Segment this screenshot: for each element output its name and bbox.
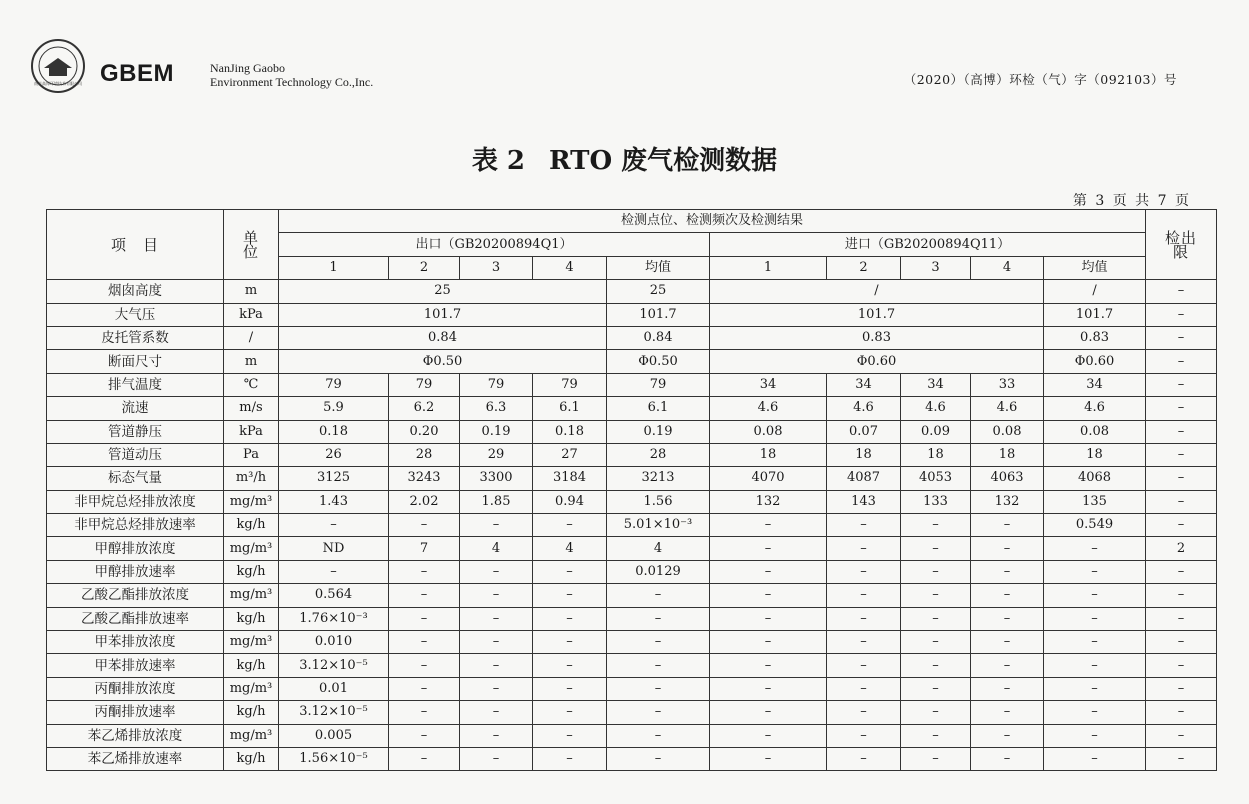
frequency-header: 均值 — [1044, 256, 1146, 279]
value-cell: 0.01 — [279, 677, 389, 700]
value-cell: – — [971, 584, 1044, 607]
value-cell: – — [460, 631, 533, 654]
value-cell: – — [389, 584, 460, 607]
value-cell: – — [971, 631, 1044, 654]
unit-cell: kg/h — [224, 560, 279, 583]
header-results: 检测点位、检测频次及检测结果 — [279, 210, 1146, 233]
unit-cell: m/s — [224, 397, 279, 420]
value-cell: 0.0129 — [607, 560, 710, 583]
outlet-average: 25 — [607, 280, 710, 303]
value-cell: – — [827, 631, 901, 654]
detection-limit: – — [1146, 373, 1217, 396]
value-cell: – — [460, 677, 533, 700]
inlet-average: 101.7 — [1044, 303, 1146, 326]
value-cell: 4 — [607, 537, 710, 560]
row-label: 苯乙烯排放速率 — [47, 747, 224, 770]
value-cell: 28 — [607, 443, 710, 466]
detection-limit: – — [1146, 420, 1217, 443]
unit-cell: kg/h — [224, 514, 279, 537]
value-cell: 34 — [901, 373, 971, 396]
value-cell: – — [710, 631, 827, 654]
row-label: 烟囱高度 — [47, 280, 224, 303]
value-cell: – — [1044, 560, 1146, 583]
value-cell: 33 — [971, 373, 1044, 396]
value-cell: – — [607, 724, 710, 747]
unit-cell: kPa — [224, 420, 279, 443]
table-row — [47, 326, 1217, 349]
value-cell: 79 — [389, 373, 460, 396]
detection-limit: – — [1146, 443, 1217, 466]
value-cell: – — [460, 724, 533, 747]
value-cell: 6.3 — [460, 397, 533, 420]
frequency-header: 均值 — [607, 256, 710, 279]
value-cell: – — [389, 724, 460, 747]
value-cell: 135 — [1044, 490, 1146, 513]
detection-limit: – — [1146, 326, 1217, 349]
row-label: 管道动压 — [47, 443, 224, 466]
inlet-value: Φ0.60 — [710, 350, 1044, 373]
header-outlet: 出口（GB20200894Q1） — [279, 233, 710, 256]
value-cell: 4 — [460, 537, 533, 560]
frequency-header: 2 — [389, 256, 460, 279]
value-cell: – — [1044, 631, 1146, 654]
value-cell: – — [533, 584, 607, 607]
table-row — [47, 373, 1217, 396]
detection-limit: – — [1146, 631, 1217, 654]
value-cell: – — [279, 514, 389, 537]
value-cell: – — [389, 514, 460, 537]
value-cell: – — [389, 654, 460, 677]
frequency-header: 1 — [279, 256, 389, 279]
value-cell: – — [607, 584, 710, 607]
header-unit: 单位 — [224, 210, 279, 280]
value-cell: 0.94 — [533, 490, 607, 513]
value-cell: – — [1044, 724, 1146, 747]
value-cell: – — [710, 514, 827, 537]
value-cell: – — [533, 677, 607, 700]
detection-limit: – — [1146, 560, 1217, 583]
row-label: 非甲烷总烃排放浓度 — [47, 490, 224, 513]
detection-limit: – — [1146, 280, 1217, 303]
row-label: 非甲烷总烃排放速率 — [47, 514, 224, 537]
value-cell: 3125 — [279, 467, 389, 490]
table-row — [47, 537, 1217, 560]
value-cell: – — [971, 537, 1044, 560]
value-cell: 0.549 — [1044, 514, 1146, 537]
detection-limit: – — [1146, 724, 1217, 747]
value-cell: 18 — [971, 443, 1044, 466]
row-label: 排气温度 — [47, 373, 224, 396]
table-row — [47, 701, 1217, 724]
unit-cell: kg/h — [224, 701, 279, 724]
value-cell: – — [533, 701, 607, 724]
unit-cell: ℃ — [224, 373, 279, 396]
value-cell: – — [607, 631, 710, 654]
value-cell: – — [827, 724, 901, 747]
value-cell: 132 — [710, 490, 827, 513]
value-cell: – — [1044, 701, 1146, 724]
value-cell: – — [901, 631, 971, 654]
detection-limit: – — [1146, 514, 1217, 537]
value-cell: 0.18 — [279, 420, 389, 443]
value-cell: – — [1044, 654, 1146, 677]
detection-limit: – — [1146, 677, 1217, 700]
row-label: 甲醇排放浓度 — [47, 537, 224, 560]
value-cell: – — [710, 701, 827, 724]
value-cell: 1.56 — [607, 490, 710, 513]
inlet-value: 0.83 — [710, 326, 1044, 349]
unit-cell: mg/m³ — [224, 631, 279, 654]
header-limit: 检出限 — [1146, 210, 1217, 280]
value-cell: 4.6 — [901, 397, 971, 420]
value-cell: 4087 — [827, 467, 901, 490]
value-cell: – — [901, 560, 971, 583]
value-cell: 27 — [533, 443, 607, 466]
unit-cell: kg/h — [224, 654, 279, 677]
value-cell: 28 — [389, 443, 460, 466]
value-cell: 4068 — [1044, 467, 1146, 490]
table-row — [47, 350, 1217, 373]
unit-cell: kg/h — [224, 607, 279, 630]
company-line-2: Environment Technology Co.,Inc. — [210, 75, 374, 89]
value-cell: – — [971, 701, 1044, 724]
table-row — [47, 467, 1217, 490]
value-cell: 143 — [827, 490, 901, 513]
row-label: 标态气量 — [47, 467, 224, 490]
frequency-header: 4 — [533, 256, 607, 279]
value-cell: – — [460, 654, 533, 677]
page-number: 第 3 页 共 7 页 — [1072, 193, 1191, 209]
unit-cell: mg/m³ — [224, 537, 279, 560]
logo-text: 南京高博环境技术有限公司 — [34, 81, 82, 86]
inlet-value: 101.7 — [710, 303, 1044, 326]
outlet-value: 25 — [279, 280, 607, 303]
row-label: 大气压 — [47, 303, 224, 326]
value-cell: 6.1 — [607, 397, 710, 420]
table-row — [47, 420, 1217, 443]
row-label: 皮托管系数 — [47, 326, 224, 349]
row-label: 苯乙烯排放浓度 — [47, 724, 224, 747]
value-cell: 6.2 — [389, 397, 460, 420]
value-cell: – — [710, 560, 827, 583]
table-row — [47, 654, 1217, 677]
value-cell: – — [827, 537, 901, 560]
value-cell: 4.6 — [827, 397, 901, 420]
value-cell: – — [901, 701, 971, 724]
value-cell: 1.85 — [460, 490, 533, 513]
table-row — [47, 607, 1217, 630]
value-cell: – — [533, 560, 607, 583]
outlet-average: Φ0.50 — [607, 350, 710, 373]
value-cell: – — [827, 514, 901, 537]
value-cell: 3243 — [389, 467, 460, 490]
unit-cell: mg/m³ — [224, 677, 279, 700]
value-cell: – — [279, 560, 389, 583]
brand-name: GBEM — [100, 60, 174, 87]
value-cell: – — [971, 677, 1044, 700]
value-cell: – — [460, 747, 533, 770]
value-cell: 3184 — [533, 467, 607, 490]
detection-limit: – — [1146, 397, 1217, 420]
value-cell: 0.18 — [533, 420, 607, 443]
value-cell: 0.08 — [710, 420, 827, 443]
detection-limit: – — [1146, 584, 1217, 607]
value-cell: 0.09 — [901, 420, 971, 443]
value-cell: 4070 — [710, 467, 827, 490]
table-row — [47, 443, 1217, 466]
table-row — [47, 280, 1217, 303]
value-cell: 18 — [1044, 443, 1146, 466]
value-cell: 132 — [971, 490, 1044, 513]
value-cell: 3300 — [460, 467, 533, 490]
value-cell: – — [827, 607, 901, 630]
value-cell: 79 — [460, 373, 533, 396]
value-cell: ND — [279, 537, 389, 560]
value-cell: 5.01×10⁻³ — [607, 514, 710, 537]
value-cell: – — [1044, 537, 1146, 560]
value-cell: – — [607, 677, 710, 700]
value-cell: 1.43 — [279, 490, 389, 513]
detection-limit: – — [1146, 303, 1217, 326]
unit-cell: kg/h — [224, 747, 279, 770]
row-label: 甲醇排放速率 — [47, 560, 224, 583]
row-label: 丙酮排放速率 — [47, 701, 224, 724]
value-cell: 0.08 — [1044, 420, 1146, 443]
inlet-value: / — [710, 280, 1044, 303]
value-cell: 0.08 — [971, 420, 1044, 443]
detection-limit: – — [1146, 467, 1217, 490]
value-cell: – — [533, 747, 607, 770]
value-cell: 7 — [389, 537, 460, 560]
title-table-number: 表 2 — [471, 146, 525, 176]
value-cell: 79 — [607, 373, 710, 396]
value-cell: – — [901, 747, 971, 770]
value-cell: – — [827, 584, 901, 607]
detection-limit: – — [1146, 747, 1217, 770]
value-cell: – — [389, 701, 460, 724]
company-logo — [30, 38, 86, 94]
value-cell: – — [607, 701, 710, 724]
frequency-header: 3 — [901, 256, 971, 279]
value-cell: – — [827, 677, 901, 700]
table-row — [47, 747, 1217, 770]
value-cell: 26 — [279, 443, 389, 466]
value-cell: – — [710, 584, 827, 607]
inlet-average: / — [1044, 280, 1146, 303]
value-cell: – — [901, 654, 971, 677]
value-cell: – — [710, 677, 827, 700]
value-cell: – — [460, 514, 533, 537]
value-cell: – — [901, 677, 971, 700]
value-cell: – — [460, 560, 533, 583]
value-cell: – — [710, 654, 827, 677]
table-row — [47, 631, 1217, 654]
value-cell: – — [1044, 677, 1146, 700]
row-label: 乙酸乙酯排放浓度 — [47, 584, 224, 607]
value-cell: – — [460, 607, 533, 630]
value-cell: – — [827, 560, 901, 583]
value-cell: – — [533, 724, 607, 747]
value-cell: 4.6 — [710, 397, 827, 420]
row-label: 断面尺寸 — [47, 350, 224, 373]
value-cell: 4.6 — [1044, 397, 1146, 420]
value-cell: – — [533, 514, 607, 537]
value-cell: 2.02 — [389, 490, 460, 513]
value-cell: – — [827, 701, 901, 724]
table-row — [47, 397, 1217, 420]
table-row — [47, 677, 1217, 700]
row-label: 管道静压 — [47, 420, 224, 443]
value-cell: 18 — [901, 443, 971, 466]
value-cell: – — [827, 747, 901, 770]
unit-cell: m³/h — [224, 467, 279, 490]
value-cell: – — [971, 514, 1044, 537]
value-cell: 6.1 — [533, 397, 607, 420]
value-cell: – — [971, 560, 1044, 583]
value-cell: – — [901, 537, 971, 560]
value-cell: – — [533, 607, 607, 630]
frequency-header: 4 — [971, 256, 1044, 279]
value-cell: – — [901, 584, 971, 607]
header-inlet: 进口（GB20200894Q11） — [710, 233, 1146, 256]
value-cell: 4.6 — [971, 397, 1044, 420]
detection-limit: 2 — [1146, 537, 1217, 560]
value-cell: – — [1044, 607, 1146, 630]
value-cell: 79 — [533, 373, 607, 396]
value-cell: – — [971, 747, 1044, 770]
value-cell: – — [389, 747, 460, 770]
value-cell: – — [710, 724, 827, 747]
page-title — [0, 140, 1249, 177]
value-cell: 0.07 — [827, 420, 901, 443]
frequency-header: 2 — [827, 256, 901, 279]
company-line-1: NanJing Gaobo — [210, 61, 285, 75]
row-label: 甲苯排放浓度 — [47, 631, 224, 654]
unit-cell: Pa — [224, 443, 279, 466]
value-cell: – — [827, 654, 901, 677]
value-cell: – — [901, 607, 971, 630]
value-cell: – — [607, 607, 710, 630]
inlet-average: 0.83 — [1044, 326, 1146, 349]
outlet-average: 0.84 — [607, 326, 710, 349]
header-item: 项 目 — [47, 210, 224, 280]
unit-cell: mg/m³ — [224, 584, 279, 607]
value-cell: 0.010 — [279, 631, 389, 654]
value-cell: – — [971, 607, 1044, 630]
value-cell: 4053 — [901, 467, 971, 490]
value-cell: 1.56×10⁻⁵ — [279, 747, 389, 770]
unit-cell: m — [224, 280, 279, 303]
row-label: 流速 — [47, 397, 224, 420]
table-row — [47, 490, 1217, 513]
value-cell: 3.12×10⁻⁵ — [279, 701, 389, 724]
unit-cell: mg/m³ — [224, 490, 279, 513]
value-cell: – — [389, 560, 460, 583]
outlet-value: 101.7 — [279, 303, 607, 326]
value-cell: 18 — [827, 443, 901, 466]
value-cell: – — [460, 584, 533, 607]
outlet-average: 101.7 — [607, 303, 710, 326]
value-cell: 1.76×10⁻³ — [279, 607, 389, 630]
value-cell: 133 — [901, 490, 971, 513]
unit-cell: m — [224, 350, 279, 373]
value-cell: – — [710, 607, 827, 630]
company-name — [210, 61, 373, 89]
value-cell: – — [533, 654, 607, 677]
detection-limit: – — [1146, 490, 1217, 513]
value-cell: – — [1044, 584, 1146, 607]
value-cell: 18 — [710, 443, 827, 466]
value-cell: – — [533, 631, 607, 654]
value-cell: – — [971, 654, 1044, 677]
value-cell: 29 — [460, 443, 533, 466]
outlet-value: Φ0.50 — [279, 350, 607, 373]
unit-cell: kPa — [224, 303, 279, 326]
unit-cell: mg/m³ — [224, 724, 279, 747]
value-cell: – — [971, 724, 1044, 747]
value-cell: – — [389, 631, 460, 654]
value-cell: 5.9 — [279, 397, 389, 420]
row-label: 甲苯排放速率 — [47, 654, 224, 677]
unit-cell: / — [224, 326, 279, 349]
value-cell: 4 — [533, 537, 607, 560]
table-row — [47, 560, 1217, 583]
value-cell: 34 — [827, 373, 901, 396]
value-cell: 4063 — [971, 467, 1044, 490]
value-cell: 34 — [710, 373, 827, 396]
value-cell: – — [389, 607, 460, 630]
value-cell: – — [607, 747, 710, 770]
detection-limit: – — [1146, 654, 1217, 677]
value-cell: 0.19 — [607, 420, 710, 443]
row-label: 乙酸乙酯排放速率 — [47, 607, 224, 630]
frequency-header: 3 — [460, 256, 533, 279]
value-cell: 79 — [279, 373, 389, 396]
table-row — [47, 514, 1217, 537]
value-cell: – — [460, 701, 533, 724]
detection-limit: – — [1146, 701, 1217, 724]
data-table — [46, 209, 1217, 771]
row-label: 丙酮排放浓度 — [47, 677, 224, 700]
value-cell: – — [710, 747, 827, 770]
value-cell: 0.19 — [460, 420, 533, 443]
value-cell: 0.005 — [279, 724, 389, 747]
report-number: （2020）（高博）环检（气）字（092103）号 — [903, 72, 1177, 87]
detection-limit: – — [1146, 607, 1217, 630]
value-cell: 0.564 — [279, 584, 389, 607]
outlet-value: 0.84 — [279, 326, 607, 349]
detection-limit: – — [1146, 350, 1217, 373]
value-cell: 34 — [1044, 373, 1146, 396]
table-row — [47, 584, 1217, 607]
value-cell: – — [1044, 747, 1146, 770]
value-cell: 0.20 — [389, 420, 460, 443]
value-cell: – — [901, 724, 971, 747]
value-cell: – — [607, 654, 710, 677]
table-row — [47, 303, 1217, 326]
inlet-average: Φ0.60 — [1044, 350, 1146, 373]
table-row — [47, 724, 1217, 747]
value-cell: – — [710, 537, 827, 560]
title-text: RTO 废气检测数据 — [548, 146, 778, 176]
value-cell: 3.12×10⁻⁵ — [279, 654, 389, 677]
value-cell: 3213 — [607, 467, 710, 490]
value-cell: – — [389, 677, 460, 700]
value-cell: – — [901, 514, 971, 537]
frequency-header: 1 — [710, 256, 827, 279]
